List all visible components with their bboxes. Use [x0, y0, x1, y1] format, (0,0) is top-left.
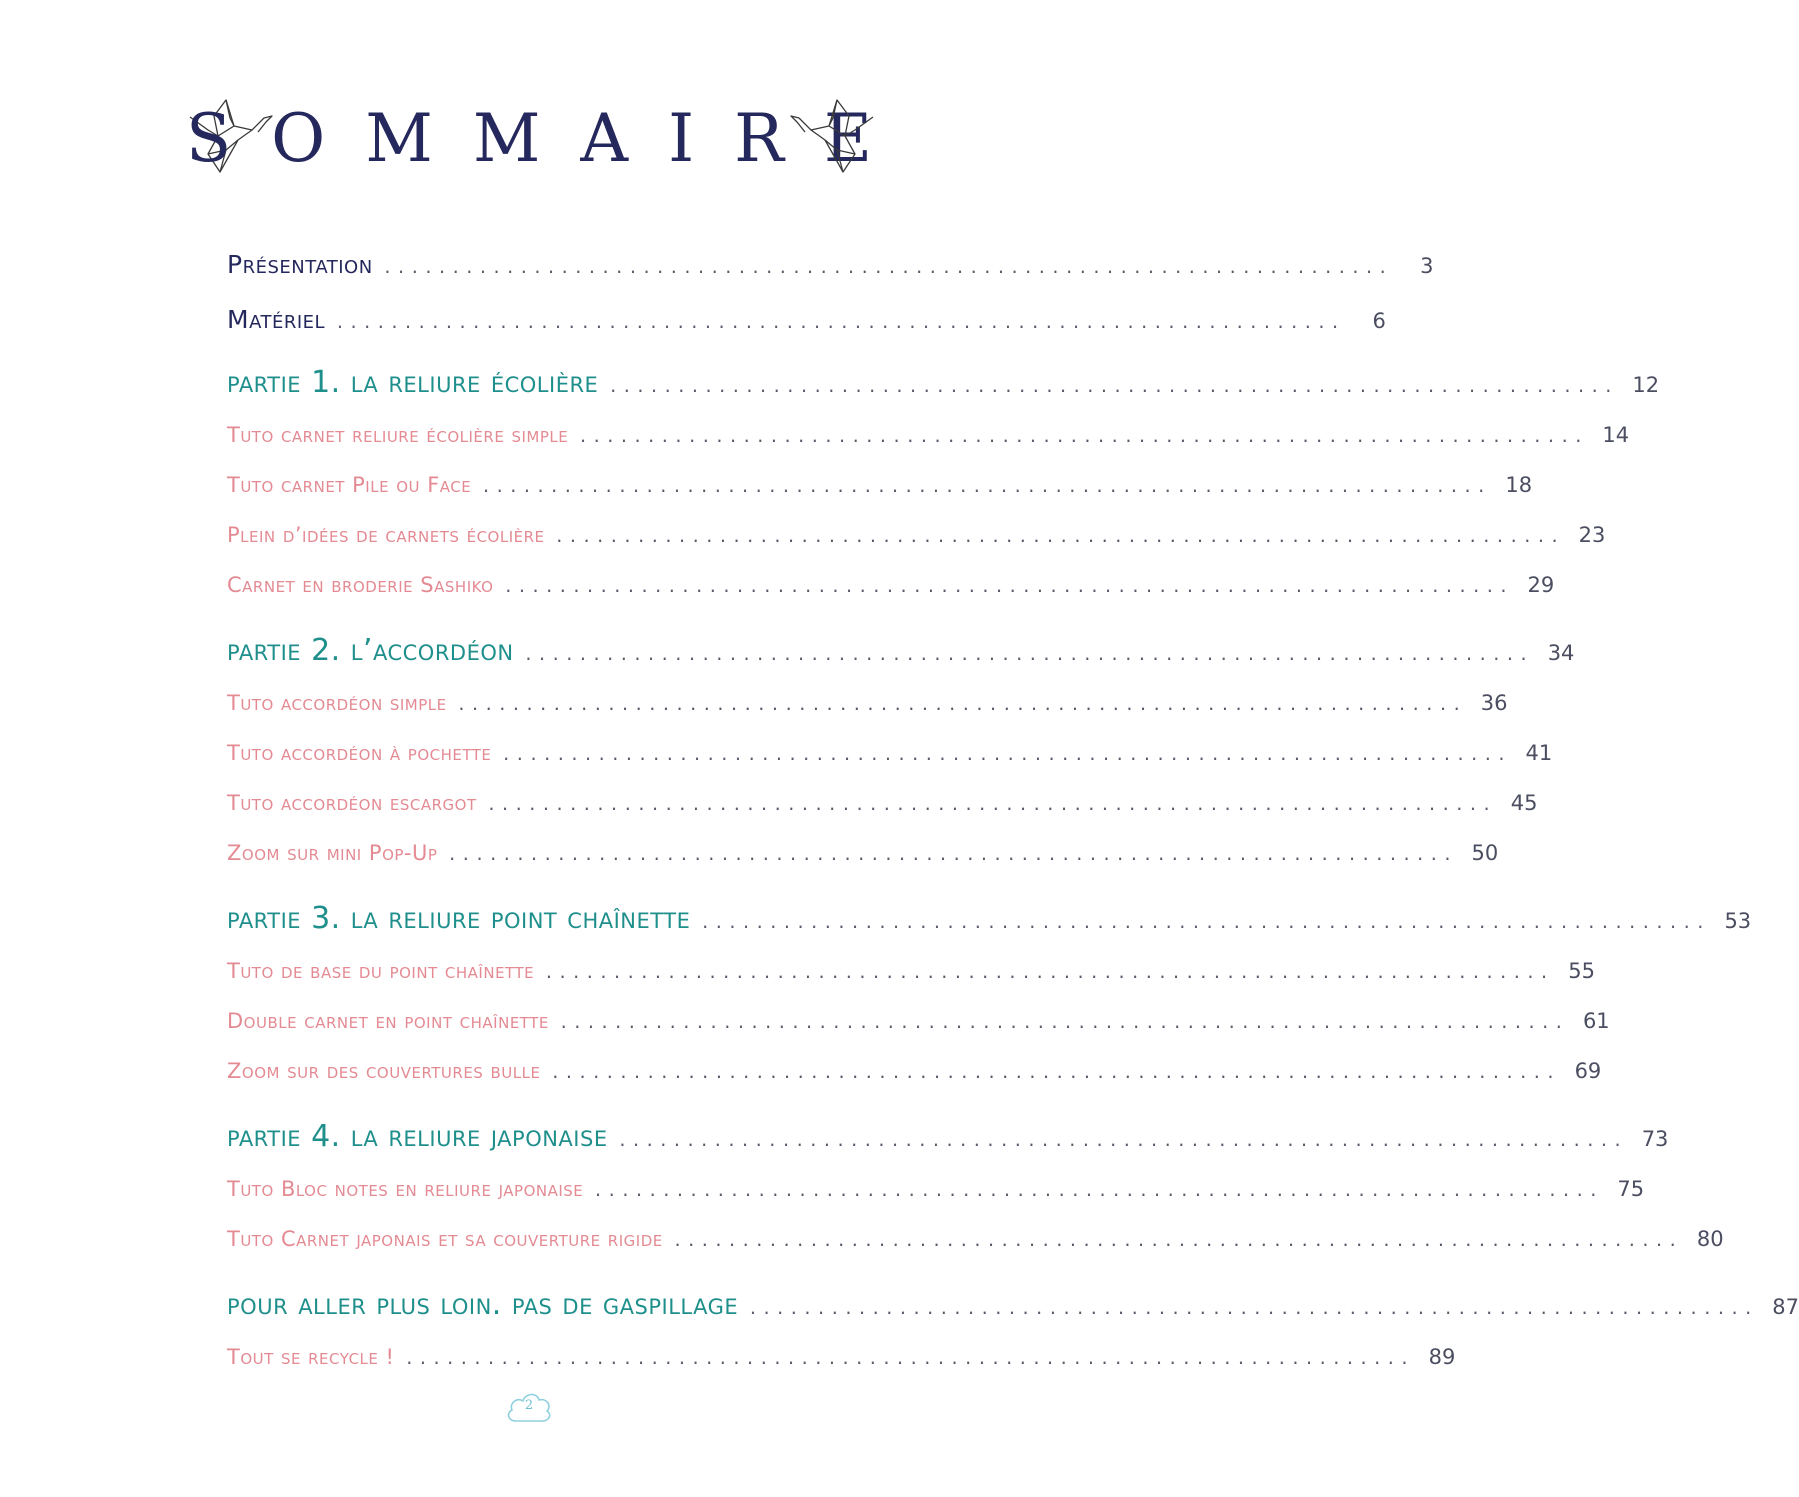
toc-entry-label: Carnet en broderie Sashiko — [227, 573, 494, 597]
dot-leader: .......................................................................... — [700, 913, 1710, 932]
toc-entry-page: 89 — [1428, 1345, 1456, 1369]
dot-leader: .......................................................................... — [404, 1349, 1414, 1368]
toc-entry-page: 61 — [1582, 1009, 1610, 1033]
toc-entry-label: partie 1. la reliure écolière — [227, 365, 599, 400]
toc-entry-page: 41 — [1525, 741, 1553, 765]
toc-entry-part-4[interactable] — [227, 1119, 1669, 1177]
toc-entry-page: 34 — [1547, 641, 1575, 665]
toc-entry-tuto[interactable] — [227, 573, 1555, 623]
dot-leader: .......................................................................... — [593, 1181, 1603, 1200]
toc-entry-tuto[interactable] — [227, 1009, 1610, 1059]
toc-entry-page: 18 — [1505, 473, 1533, 497]
toc-entry-label: Plein d’idées de carnets écolière — [227, 523, 545, 547]
toc-entry-label: Présentation — [227, 250, 373, 279]
dot-leader: .......................................................................... — [382, 258, 1392, 277]
dot-leader: .......................................................................... — [554, 527, 1564, 546]
page-number-badge — [504, 1387, 554, 1427]
dot-leader: .......................................................................... — [550, 1063, 1560, 1082]
toc-entry-page: 87 — [1772, 1295, 1799, 1319]
toc-entry-label: Tuto accordéon escargot — [227, 791, 477, 815]
dot-leader: .......................................................................... — [481, 477, 1491, 496]
toc-entry-label: Tuto accordéon à pochette — [227, 741, 492, 765]
toc-entry-label: Tout se recycle ! — [227, 1345, 395, 1369]
toc-entry-part-1[interactable] — [227, 365, 1660, 423]
dot-leader: .......................................................................... — [558, 1013, 1568, 1032]
dot-leader: .......................................................................... — [672, 1231, 1682, 1250]
toc-entry-tuto[interactable] — [227, 791, 1538, 841]
toc-entry-materiel[interactable] — [227, 305, 1386, 355]
toc-entry-page: 45 — [1510, 791, 1538, 815]
dot-leader: .......................................................................... — [578, 427, 1588, 446]
toc-entry-label: Zoom sur des couvertures bulle — [227, 1059, 541, 1083]
toc-entry-label: Zoom sur mini Pop-Up — [227, 841, 438, 865]
toc-entry-tuto[interactable] — [227, 741, 1553, 791]
toc-entry-page: 3 — [1420, 254, 1434, 278]
toc-entry-tuto[interactable] — [227, 423, 1630, 473]
toc-entry-page: 29 — [1527, 573, 1555, 597]
toc-entry-tuto[interactable] — [227, 691, 1508, 741]
toc-entry-tuto[interactable] — [227, 523, 1606, 573]
toc-entry-label: Tuto carnet reliure écolière simple — [227, 423, 569, 447]
toc-entry-page: 14 — [1602, 423, 1630, 447]
toc-entry-label: Matériel — [227, 305, 326, 334]
toc-entry-part-5[interactable] — [227, 1287, 1799, 1345]
toc-entry-page: 36 — [1480, 691, 1508, 715]
dot-leader: .......................................................................... — [748, 1299, 1757, 1318]
toc-entry-label: partie 3. la reliure point chaînette — [227, 901, 691, 936]
toc-entry-label: Tuto Bloc notes en reliure japonaise — [227, 1177, 584, 1201]
toc-entry-page: 73 — [1641, 1127, 1669, 1151]
toc-entry-tuto[interactable] — [227, 473, 1533, 523]
toc-entry-tuto[interactable] — [227, 1177, 1645, 1227]
toc-entry-tuto[interactable] — [227, 841, 1499, 891]
origami-crane-icon — [787, 92, 877, 177]
toc-entry-page: 55 — [1568, 959, 1595, 983]
page-title: SOMMAIRE — [185, 100, 913, 177]
page-number: 2 — [524, 1398, 534, 1413]
toc-entry-page: 75 — [1617, 1177, 1645, 1201]
toc-entry-label: Tuto Carnet japonais et sa couverture rigide — [227, 1227, 663, 1251]
dot-leader: .......................................................................... — [456, 695, 1466, 714]
toc-entry-page: 6 — [1372, 309, 1386, 333]
dot-leader: .......................................................................... — [608, 377, 1618, 396]
dot-leader: .......................................................................... — [503, 577, 1513, 596]
toc-entry-presentation[interactable] — [227, 250, 1434, 305]
toc-entry-tuto[interactable] — [227, 959, 1595, 1009]
toc-entry-page: 80 — [1696, 1227, 1724, 1251]
toc-entry-label: partie 4. la reliure japonaise — [227, 1119, 608, 1154]
table-of-contents — [227, 250, 1799, 1395]
toc-entry-part-3[interactable] — [227, 901, 1752, 959]
dot-leader: .......................................................................... — [486, 795, 1496, 814]
dot-leader: .......................................................................... — [447, 845, 1457, 864]
dot-leader: .......................................................................... — [335, 313, 1344, 332]
dot-leader: .......................................................................... — [523, 645, 1533, 664]
toc-entry-page: 69 — [1574, 1059, 1602, 1083]
toc-entry-label: Tuto accordéon simple — [227, 691, 447, 715]
toc-entry-page: 12 — [1632, 373, 1660, 397]
dot-leader: .......................................................................... — [617, 1131, 1627, 1150]
dot-leader: .......................................................................... — [544, 963, 1553, 982]
dot-leader: .......................................................................... — [501, 745, 1511, 764]
toc-entry-page: 53 — [1724, 909, 1752, 933]
toc-entry-label: pour aller plus loin. pas de gaspillage — [227, 1287, 739, 1322]
page-header — [0, 92, 1058, 192]
toc-entry-tuto[interactable] — [227, 1059, 1602, 1109]
toc-entry-label: Double carnet en point chaînette — [227, 1009, 549, 1033]
toc-entry-label: Tuto carnet Pile ou Face — [227, 473, 472, 497]
toc-entry-label: Tuto de base du point chaînette — [227, 959, 535, 983]
toc-entry-label: partie 2. l’accordéon — [227, 633, 514, 668]
toc-entry-part-2[interactable] — [227, 633, 1575, 691]
toc-entry-tuto[interactable] — [227, 1227, 1724, 1277]
toc-entry-page: 50 — [1471, 841, 1499, 865]
toc-entry-page: 23 — [1578, 523, 1606, 547]
